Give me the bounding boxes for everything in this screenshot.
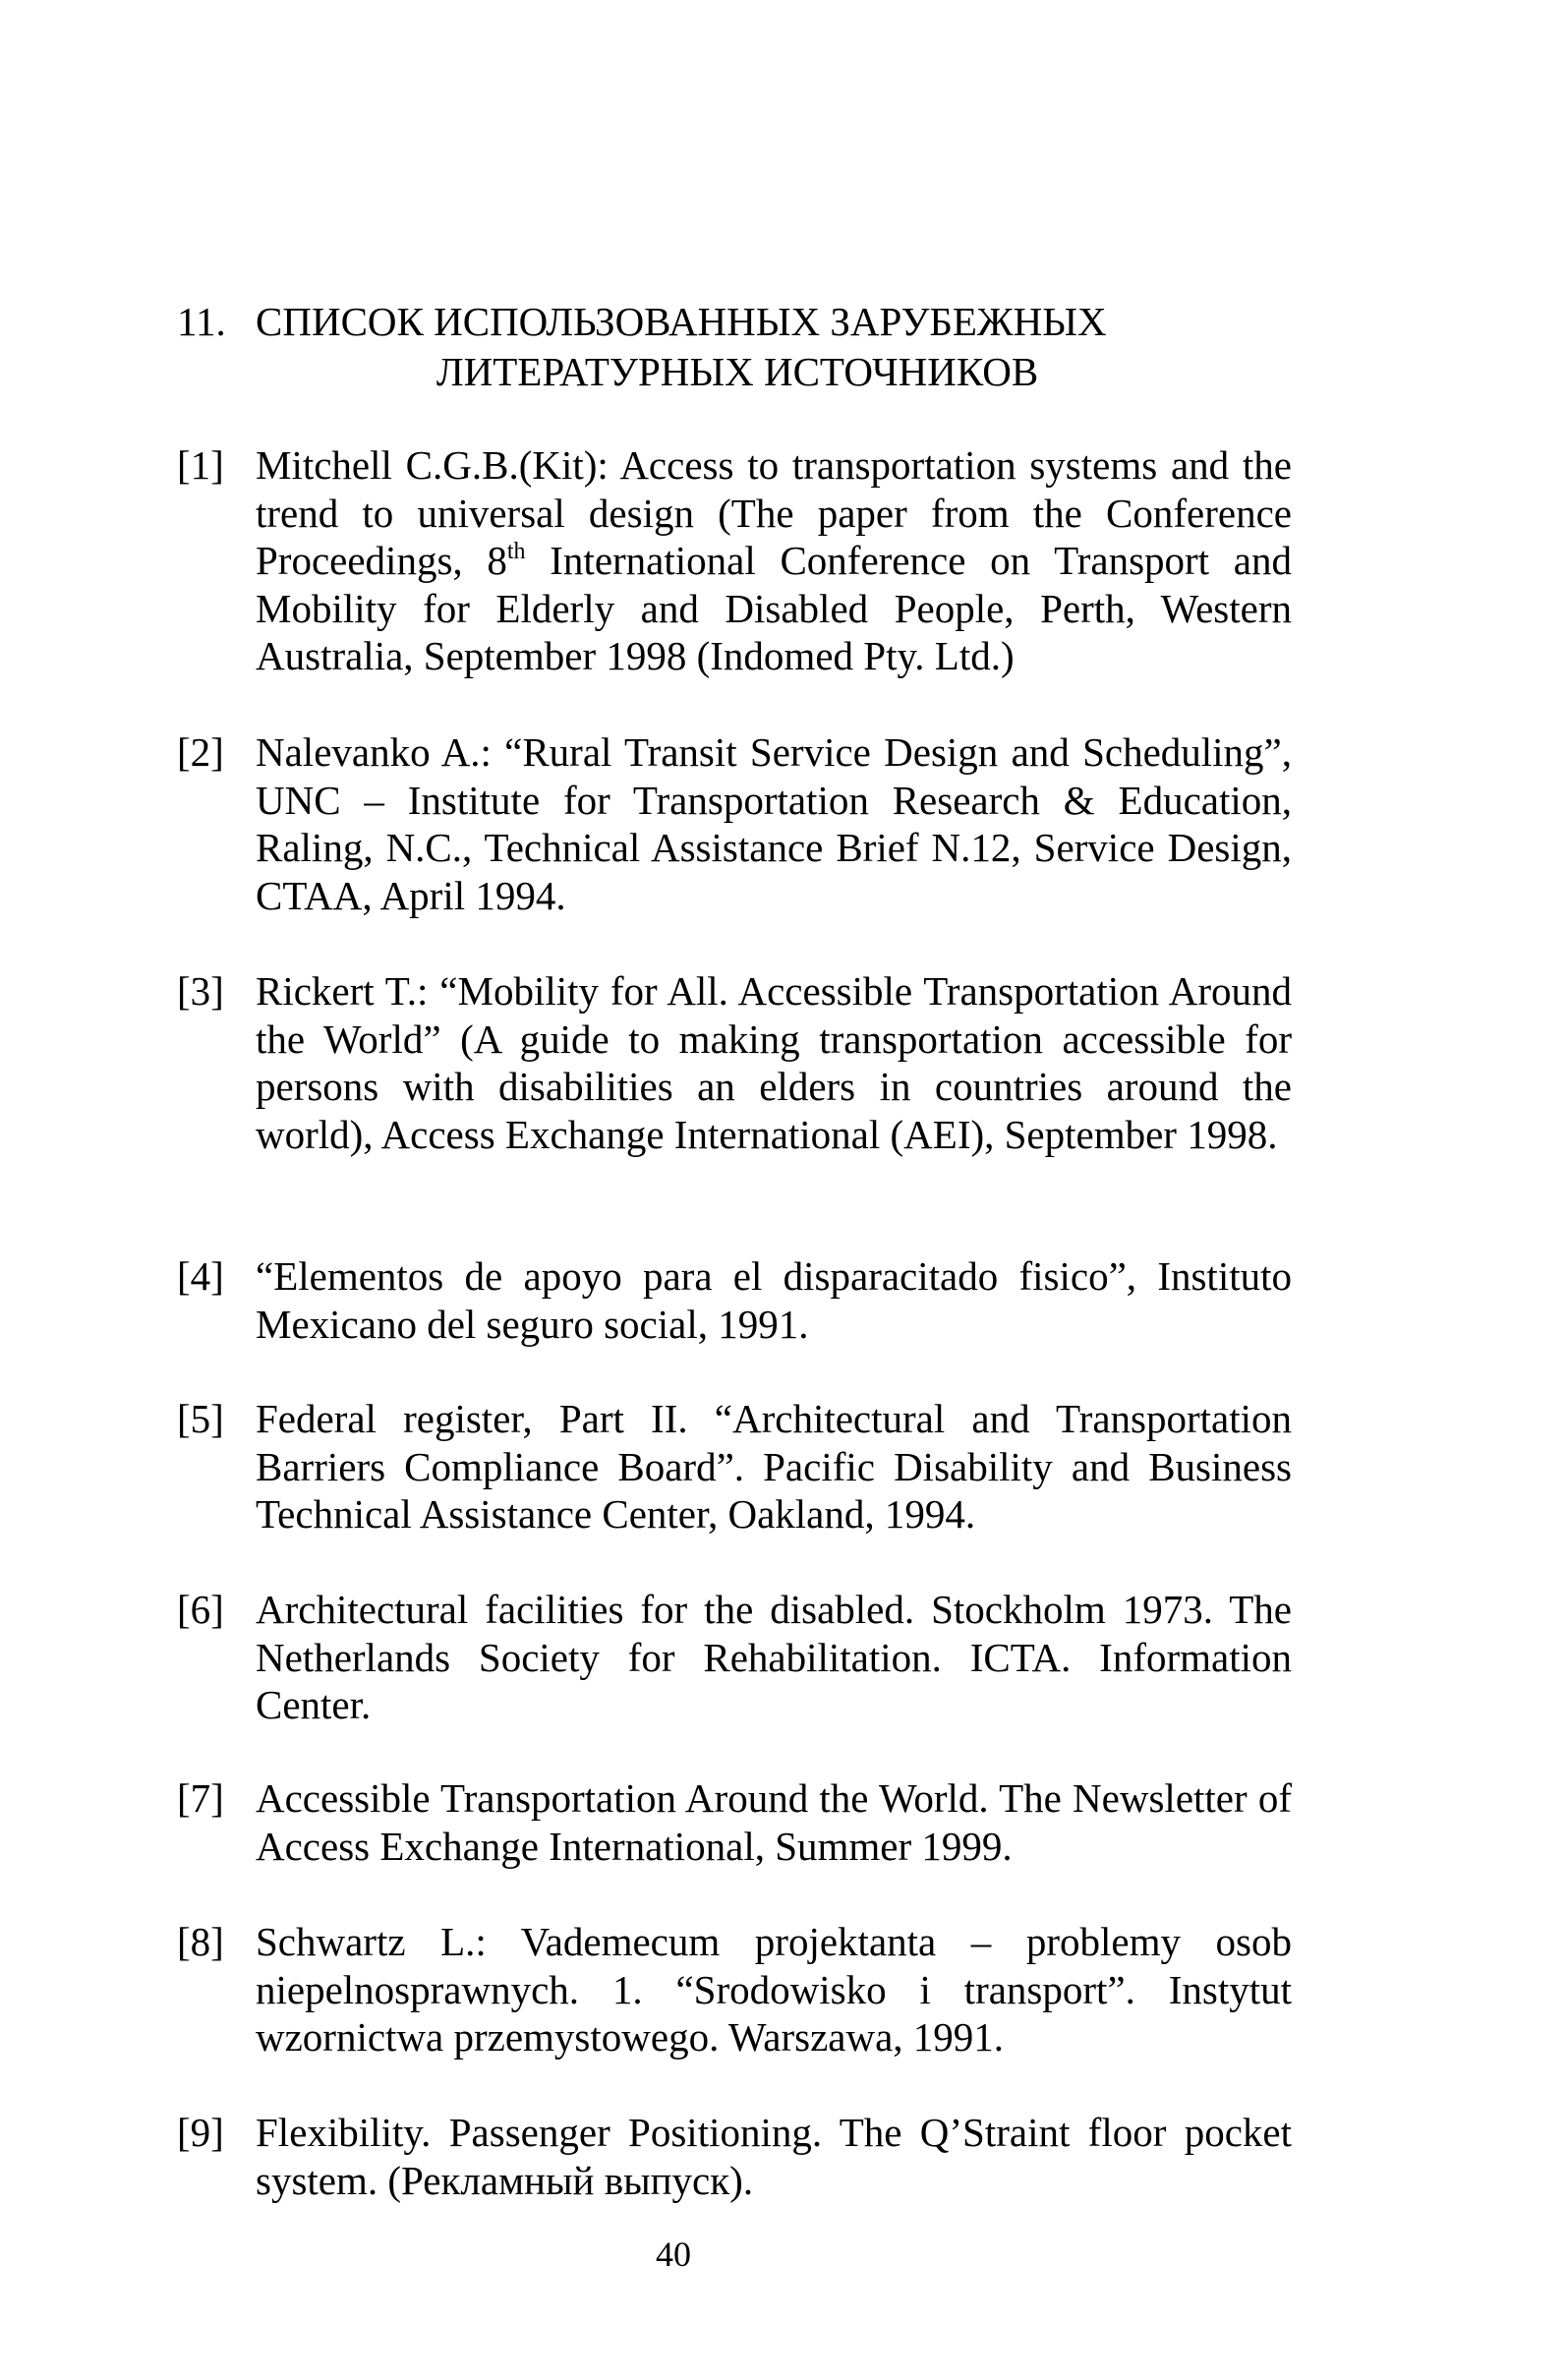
reference-number: [8] [177, 1919, 224, 1964]
reference-item [177, 1395, 1298, 1538]
reference-text: Flexibility. Passenger Positioning. The Q’Straint floor pocket system. (Рекламный выпуск). [256, 2110, 1292, 2203]
reference-number: [6] [177, 1587, 224, 1632]
reference-number: [7] [177, 1775, 224, 1821]
page-number: 40 [656, 2235, 691, 2274]
reference-item [177, 2109, 1298, 2204]
reference-text: Nalevanko A.: “Rural Transit Service Design and Scheduling”, UNC – Institute for Transportation Research & Education, Raling, N.C., Technical Assistance Brief N.12, Service Design, CTAA, April 1994. [256, 729, 1292, 918]
section-number: 11. [177, 299, 226, 344]
reference-number: [5] [177, 1396, 224, 1441]
reference-text: Federal register, Part II. “Architectural and Transportation Barriers Compliance Board”. Pacific Disability and Business Technical Assistance Center, Oakland, 1994. [256, 1396, 1292, 1537]
reference-text: “Elementos de apoyo para el disparacitado fisico”, Instituto Mexicano del seguro social, 1991. [256, 1253, 1292, 1347]
reference-item [177, 441, 1298, 680]
reference-item [177, 1918, 1298, 2061]
reference-text: Rickert T.: “Mobility for All. Accessible Transportation Around the World” (A guide to making transportation accessible for persons with disabilities an elders in countries around the world), Access Exchange International (AEI), September 1998. [256, 968, 1292, 1157]
reference-text: Schwartz L.: Vademecum projektanta – problemy osob niepelnosprawnych. 1. “Srodowisko i transport”. Instytut wzornictwa przemystowego. Warszawa, 1991. [256, 1919, 1292, 2060]
reference-item [177, 1586, 1298, 1729]
reference-number: [1] [177, 442, 224, 488]
reference-text [256, 441, 1292, 680]
reference-number: [3] [177, 968, 224, 1014]
reference-text-part: Mitchell C.G.B.(Kit): Access to transportation systems and the trend to universal design (The paper from the Conference Proceedings, 8 [256, 442, 1292, 583]
reference-number: [2] [177, 729, 224, 775]
reference-text: Architectural facilities for the disabled. Stockholm 1973. The Netherlands Society for Rehabilitation. ICTA. Information Center. [256, 1587, 1292, 1727]
reference-item [177, 1774, 1298, 1870]
reference-item [177, 967, 1298, 1158]
section-title-line2: ЛИТЕРАТУРНЫХ ИСТОЧНИКОВ [436, 349, 1039, 394]
ordinal-superscript: th [506, 539, 526, 564]
reference-item [177, 1252, 1298, 1348]
reference-number: [4] [177, 1253, 224, 1299]
reference-number: [9] [177, 2110, 224, 2155]
reference-item [177, 728, 1298, 919]
reference-text-part: International Conference on Transport and Mobility for Elderly and Disabled People, Perth, Western Australia, September 1998 (Indomed Pty. Ltd.) [256, 538, 1292, 678]
section-title-line1: СПИСОК ИСПОЛЬЗОВАННЫХ ЗАРУБЕЖНЫХ [256, 299, 1107, 344]
reference-text: Accessible Transportation Around the World. The Newsletter of Access Exchange International, Summer 1999. [256, 1775, 1292, 1869]
